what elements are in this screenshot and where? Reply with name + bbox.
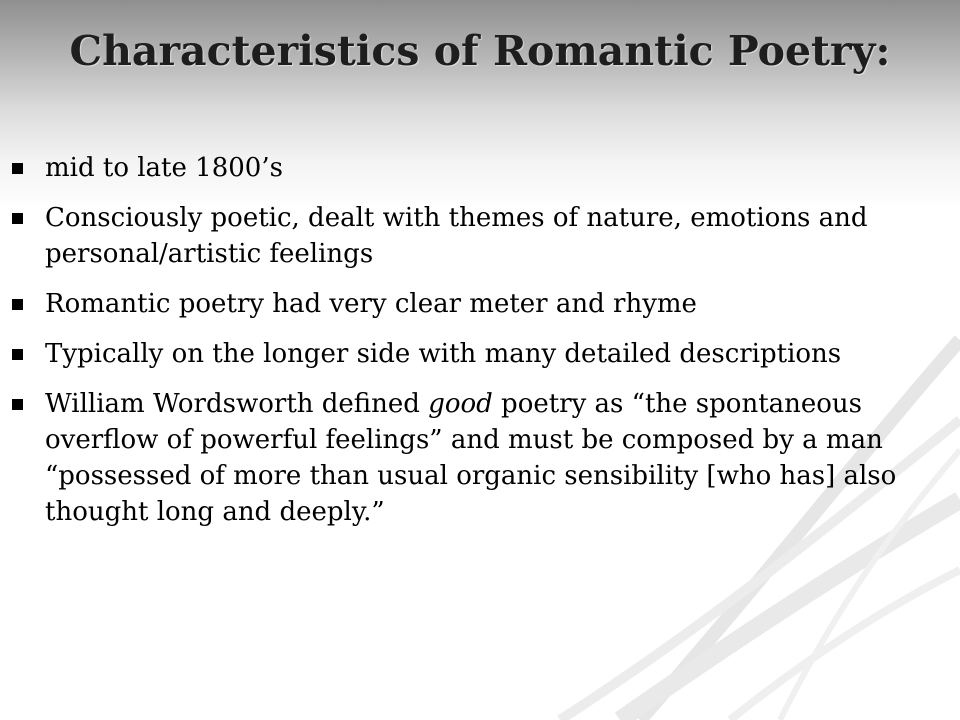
bullet-item	[10, 386, 910, 530]
bullet-text: Consciously poetic, dealt with themes of nature, emotions and personal/artistic feelings	[45, 203, 868, 269]
square-bullet-icon	[12, 349, 23, 360]
bullet-item	[10, 336, 910, 372]
bullet-item	[10, 200, 910, 272]
emphasized-word: good	[428, 389, 493, 419]
square-bullet-icon	[12, 213, 23, 224]
bullet-text: Typically on the longer side with many detailed descriptions	[45, 339, 842, 369]
bullet-text-before: William Wordsworth defined	[45, 389, 429, 419]
square-bullet-icon	[12, 399, 23, 410]
bullet-text: mid to late 1800’s	[45, 153, 283, 183]
slide-title: Characteristics of Romantic Poetry:	[69, 27, 891, 75]
bullet-text-after: poetry as “the spontaneous overflow of powerful feelings” and must be composed by a man “possessed of more than usual organic sensibility [who has] also thought long and deeply.”	[45, 389, 897, 527]
bullet-list	[10, 150, 910, 544]
square-bullet-icon	[12, 163, 23, 174]
bullet-item	[10, 150, 910, 186]
square-bullet-icon	[12, 299, 23, 310]
bullet-text	[45, 389, 896, 527]
bullet-item	[10, 286, 910, 322]
bullet-text: Romantic poetry had very clear meter and rhyme	[45, 289, 697, 319]
